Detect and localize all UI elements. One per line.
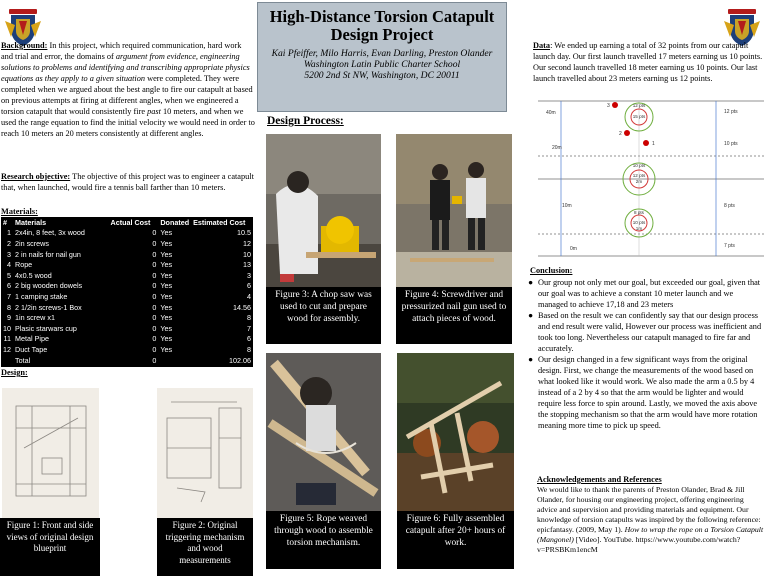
materials-table xyxy=(1,217,253,365)
materials-row xyxy=(1,249,253,260)
photo-rope xyxy=(266,353,381,511)
materials-cell: 0 xyxy=(152,334,157,344)
materials-cell: 0 xyxy=(152,302,157,312)
materials-row xyxy=(1,238,253,249)
materials-cell: 3 xyxy=(7,249,11,259)
materials-cell: 14.56 xyxy=(233,302,251,312)
materials-row xyxy=(1,259,253,270)
objective-heading: Research objective: xyxy=(1,172,71,181)
background-heading: Background: xyxy=(1,41,48,50)
materials-cell: 9 xyxy=(7,313,11,323)
materials-cell: Yes xyxy=(160,291,173,301)
launch-mark-3 xyxy=(612,102,618,108)
materials-cell: Yes xyxy=(160,313,173,323)
materials-cell: 0 xyxy=(152,238,157,248)
materials-cell: 10 xyxy=(243,249,251,259)
materials-cell: Rope xyxy=(15,260,33,270)
materials-cell: 1 camping stake xyxy=(15,291,68,301)
zone-2-side-label: 10 pts xyxy=(724,141,738,147)
objective-text: The objective of this project was to engineer a catapult that, when launched, would fire a tennis ball farther than 10 meters. xyxy=(1,172,254,192)
materials-cell: 12 xyxy=(3,344,11,354)
materials-cell: 2 in nails for nail gun xyxy=(15,249,81,259)
acknowledgements-text: We would like to thank the parents of Preston Olander, Brad & Jill Olander, for housing our engineering project, offering engineering advice and supervision and providing materials and equipment. Our knowledge of torsion catapults was inspired by the following reference: epicfantasy. (2009, May 1). How to wrap the rope on a Torsion Catapult (Mangonel) [Video]. YouTube. https://www.youtube.com/watch?v=PRSBKm1encM xyxy=(537,485,764,554)
materials-cell: 8 xyxy=(247,344,251,354)
figure-2-caption: Figure 2: Original triggering mechanism and wood measurements xyxy=(157,518,253,576)
materials-cell: 0 xyxy=(152,228,157,238)
background-text-1: In this project, which required communication, hard work and trial and error, the domains of xyxy=(1,41,242,61)
materials-cell: 13 xyxy=(243,260,251,270)
materials-cell: Yes xyxy=(160,260,173,270)
materials-cell xyxy=(1,355,13,366)
materials-cell: 1in screw x1 xyxy=(15,313,55,323)
objective-section xyxy=(1,171,255,193)
materials-cell: 7 xyxy=(7,291,11,301)
background-past: past xyxy=(147,107,161,116)
materials-cell: 6 xyxy=(247,334,251,344)
materials-cell: 10 xyxy=(3,323,11,333)
materials-row xyxy=(1,355,253,366)
col-materials: Materials xyxy=(15,217,47,227)
photo-chop-saw xyxy=(266,134,381,287)
figure-4-caption: Figure 4: Screwdriver and pressurized nail gun used to attach pieces of wood. xyxy=(396,287,512,344)
zone-3-inner-label: 10 pts xyxy=(632,220,646,225)
zone-1-side-label: 12 pts xyxy=(724,109,738,115)
materials-row xyxy=(1,281,253,292)
materials-cell: Total xyxy=(15,355,31,365)
zone-1-inner-label: 15 pts xyxy=(632,114,646,119)
materials-cell: Duct Tape xyxy=(15,344,48,354)
distance-label-40: 40m xyxy=(546,110,556,116)
materials-cell: Yes xyxy=(160,228,173,238)
design-process-heading: Design Process: xyxy=(267,115,344,127)
materials-cell: 0 xyxy=(152,344,157,354)
materials-cell: 102.06 xyxy=(229,355,251,365)
materials-cell: Yes xyxy=(160,238,173,248)
col-estimated-cost: Estimated Cost xyxy=(193,217,246,227)
launch-label-2: 2 xyxy=(619,131,622,137)
figure-1-caption: Figure 1: Front and side views of original design blueprint xyxy=(0,518,100,576)
data-section xyxy=(533,40,765,84)
background-text-3: 10 meters, and when we used the range equation to find the initial velocity we would need in order to reach 10 meters an 20 meters consistently at different angles. xyxy=(1,107,255,138)
materials-cell: Metal Pipe xyxy=(15,334,49,344)
col-donated: Donated xyxy=(160,217,190,227)
materials-cell: Yes xyxy=(160,302,173,312)
materials-cell: 11 xyxy=(3,334,11,344)
materials-cell: Plasic starwars cup xyxy=(15,323,77,333)
launch-field-diagram xyxy=(538,99,764,263)
zone-2-inner-label: 12 pts xyxy=(632,173,646,178)
materials-cell: Yes xyxy=(160,344,173,354)
materials-cell: Yes xyxy=(160,270,173,280)
materials-cell: 2x4in, 8 feet, 3x wood xyxy=(15,228,85,238)
photo-nail-gun xyxy=(396,134,512,287)
materials-cell: 4 xyxy=(7,260,11,270)
conclusion-item: ● Our design changed in a few significant ways from the original design. First, we change the measurements of the wood based on what looked like it would work. We also made the arm a 0.5 by 4 instead of a 2 by 4 so that the arm would be lighter and would require less force to spin around. Lastly, we moved the axis above the stopping mechanism so that the arm would have more rotation meaning more time to pick up speed. xyxy=(528,355,758,430)
materials-heading: Materials: xyxy=(1,207,38,216)
materials-cell: 2in screws xyxy=(15,238,49,248)
materials-cell: Yes xyxy=(160,334,173,344)
launch-label-1: 1 xyxy=(652,141,655,147)
materials-cell: 6 xyxy=(247,281,251,291)
title-box xyxy=(257,2,507,112)
acknowledgements-section xyxy=(537,475,765,555)
bottom-side-label: 7 pts xyxy=(724,243,735,249)
materials-table-wrap xyxy=(1,217,253,367)
materials-cell: 2 big wooden dowels xyxy=(15,281,83,291)
materials-cell: 0 xyxy=(152,291,157,301)
materials-cell: 12 xyxy=(243,238,251,248)
materials-row xyxy=(1,291,253,302)
distance-label-10: 10m xyxy=(562,203,572,209)
materials-cell: 1 xyxy=(7,228,11,238)
materials-header-row xyxy=(1,217,253,228)
figure-5-caption: Figure 5: Rope weaved through wood to assemble torsion mechanism. xyxy=(266,511,381,569)
blueprint-sketch-2 xyxy=(157,388,253,518)
materials-cell: 5 xyxy=(7,270,11,280)
distance-label-20: 20m xyxy=(552,145,562,151)
distance-label-0: 0m xyxy=(570,246,577,252)
materials-row xyxy=(1,228,253,239)
acknowledgements-heading: Acknowledgements and References xyxy=(537,475,662,484)
materials-cell: Yes xyxy=(160,281,173,291)
materials-row xyxy=(1,334,253,345)
materials-cell: 0 xyxy=(152,323,157,333)
materials-cell: 0 xyxy=(152,281,157,291)
conclusion-item: ● Our group not only met our goal, but exceeded our goal, given that our goal was to achieve a constant 10 meter launch and we managed to achieve 17,18 and 23 meters xyxy=(528,278,761,309)
data-text: : We ended up earning a total of 32 points from our catapult launch day. Our first launch travelled 17 meters earning us 10 points. Our second launch travelled 18 meter earning us 10 points. Our last launch travelled about 23 meters earning us 12 points. xyxy=(533,41,763,83)
school-name: Washington Latin Public Charter School xyxy=(303,59,461,71)
materials-row xyxy=(1,302,253,313)
school-address: 5200 2nd St NW, Washington, DC 20011 xyxy=(304,70,460,82)
materials-cell: 8 xyxy=(247,313,251,323)
launch-label-3: 3 xyxy=(607,103,610,109)
conclusion-heading: Conclusion: xyxy=(530,266,573,275)
materials-cell: 0 xyxy=(152,260,157,270)
zone-1-outer-label: 12 pts xyxy=(632,103,646,108)
materials-row xyxy=(1,344,253,355)
materials-cell: 0 xyxy=(152,249,157,259)
materials-cell: 4x0.5 wood xyxy=(15,270,52,280)
col-number: # xyxy=(3,217,7,227)
photo-assembled-catapult xyxy=(397,353,514,511)
background-section xyxy=(1,40,255,139)
poster-title: High-Distance Torsion Catapult Design Project xyxy=(269,7,495,44)
author-names: Kai Pfeiffer, Milo Harris, Evan Darling, Preston Olander xyxy=(271,48,493,59)
conclusion-item: ● Based on the result we can confidently say that our design process and end result were valid, However our process was inefficient and took too long. Nevertheless our catapult managed to fire far and accurately. xyxy=(528,311,762,353)
zone-3-side-label: 8 pts xyxy=(724,203,735,209)
materials-cell: Yes xyxy=(160,323,173,333)
materials-cell: 3 xyxy=(247,270,251,280)
zone-2-outer-label: 10 pts xyxy=(632,163,646,168)
materials-cell: 10.5 xyxy=(237,228,251,238)
figure-6-caption: Figure 6: Fully assembled catapult after 20+ hours of work. xyxy=(397,511,514,569)
materials-cell: 6 xyxy=(7,281,11,291)
materials-cell: Yes xyxy=(160,249,173,259)
conclusion-list xyxy=(528,277,764,431)
background-text-2: were completed. They were completed when we argued about the best angle to fire our catapult at based on previous attempts at firing at different angles, when we engineered a torsion catapult that would consistently fire xyxy=(1,74,253,116)
background-domains: argument from evidence, engineering solutions to problems and identifying and transcribing appropriate physics equations as they apply to a given situation xyxy=(1,52,250,83)
materials-row xyxy=(1,312,253,323)
launch-mark-2 xyxy=(624,130,630,136)
materials-cell: 0 xyxy=(152,355,157,365)
design-heading: Design: xyxy=(1,368,28,377)
data-heading: Data xyxy=(533,41,551,50)
figure-3-caption: Figure 3: A chop saw was used to cut and prepare wood for assembly. xyxy=(266,287,381,344)
blueprint-sketch-1 xyxy=(2,388,99,518)
launch-mark-1 xyxy=(643,140,649,146)
materials-cell: 7 xyxy=(247,323,251,333)
materials-row xyxy=(1,270,253,281)
authors-block xyxy=(258,48,506,82)
materials-cell: 0 xyxy=(152,313,157,323)
zone-2-center-label: 2m xyxy=(635,179,643,184)
materials-row xyxy=(1,323,253,334)
materials-cell: 0 xyxy=(152,270,157,280)
zone-3-outer-label: 8 pts xyxy=(634,210,644,215)
materials-cell: 8 xyxy=(7,302,11,312)
zone-3-center-label: 1m xyxy=(635,226,643,231)
col-actual-cost: Actual Cost xyxy=(110,217,151,227)
materials-cell: 2 1/2in screws-1 Box xyxy=(15,302,82,312)
materials-cell: 4 xyxy=(247,291,251,301)
materials-cell xyxy=(158,355,191,366)
materials-cell: 2 xyxy=(7,238,11,248)
